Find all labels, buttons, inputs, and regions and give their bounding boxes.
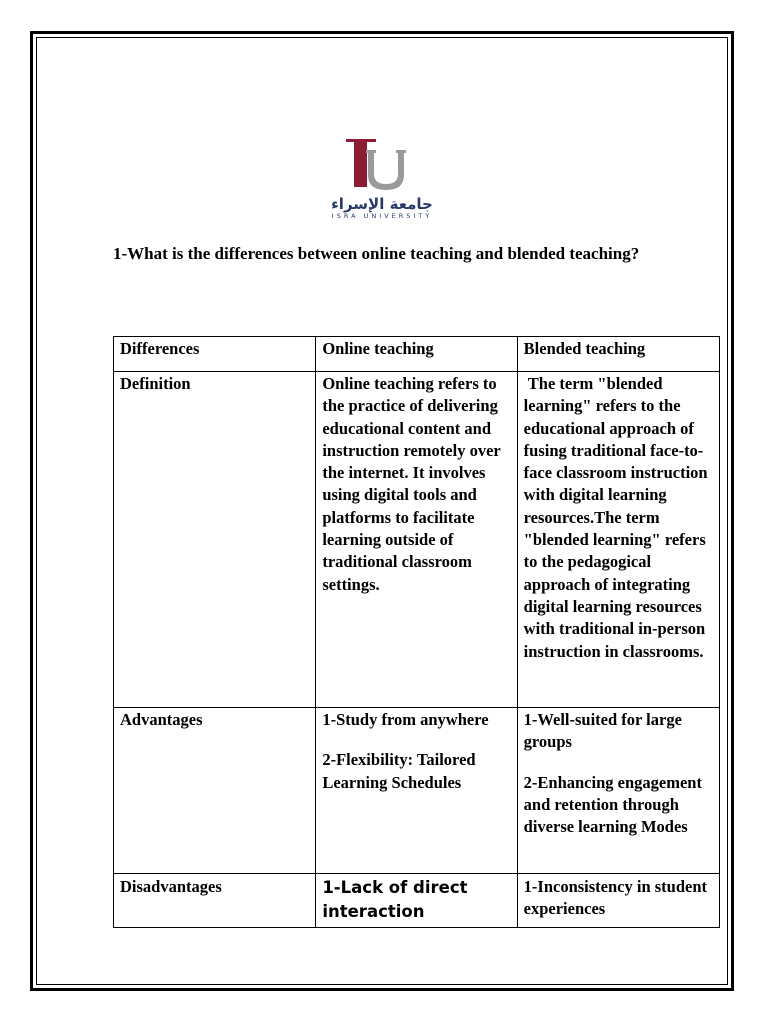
online-advantage-item: 2-Flexibility: Tailored Learning Schedules <box>322 750 476 792</box>
online-advantage-item: 1-Study from anywhere <box>322 710 489 729</box>
table-header-row <box>114 337 720 372</box>
question-heading: 1-What is the differences between online teaching and blended teaching? <box>113 244 640 263</box>
row-label-definition: Definition <box>114 372 316 708</box>
blended-advantage-item: 2-Enhancing engagement and retention through diverse learning Modes <box>523 772 702 837</box>
differences-table <box>113 336 720 928</box>
table-row <box>114 372 720 708</box>
isra-university-logo <box>310 136 454 224</box>
row-label-advantages: Advantages <box>114 708 316 874</box>
header-differences: Differences <box>114 337 316 372</box>
online-advantages <box>316 708 517 874</box>
row-label-disadvantages: Disadvantages <box>114 874 316 928</box>
iu-monogram-icon <box>310 136 454 196</box>
blended-definition: The term "blended learning" refers to the educational approach of fusing traditional face-to-face classroom instruction with digital learning resources.The term "blended learning" refers to the pedagogical approach of integrating digital learning resources with traditional in-person instruction in classrooms. <box>517 372 719 708</box>
blended-advantage-item: 1-Well-suited for large groups <box>523 710 682 752</box>
table-row <box>114 708 720 874</box>
online-disadvantage: 1-Lack of direct interaction <box>316 874 517 928</box>
table-row <box>114 874 720 928</box>
header-blended-teaching: Blended teaching <box>517 337 719 372</box>
online-definition: Online teaching refers to the practice of delivering educational content and instruction remotely over the internet. It involves using digital tools and platforms to facilitate learning outside of traditional classroom settings. <box>316 372 517 708</box>
blended-advantages <box>517 708 719 874</box>
logo-english-name: ISRA UNIVERSITY <box>331 212 433 220</box>
blended-disadvantage: 1-Inconsistency in student experiences <box>517 874 719 928</box>
header-online-teaching: Online teaching <box>316 337 517 372</box>
logo-arabic-name: جامعة الإسراء <box>331 195 433 213</box>
